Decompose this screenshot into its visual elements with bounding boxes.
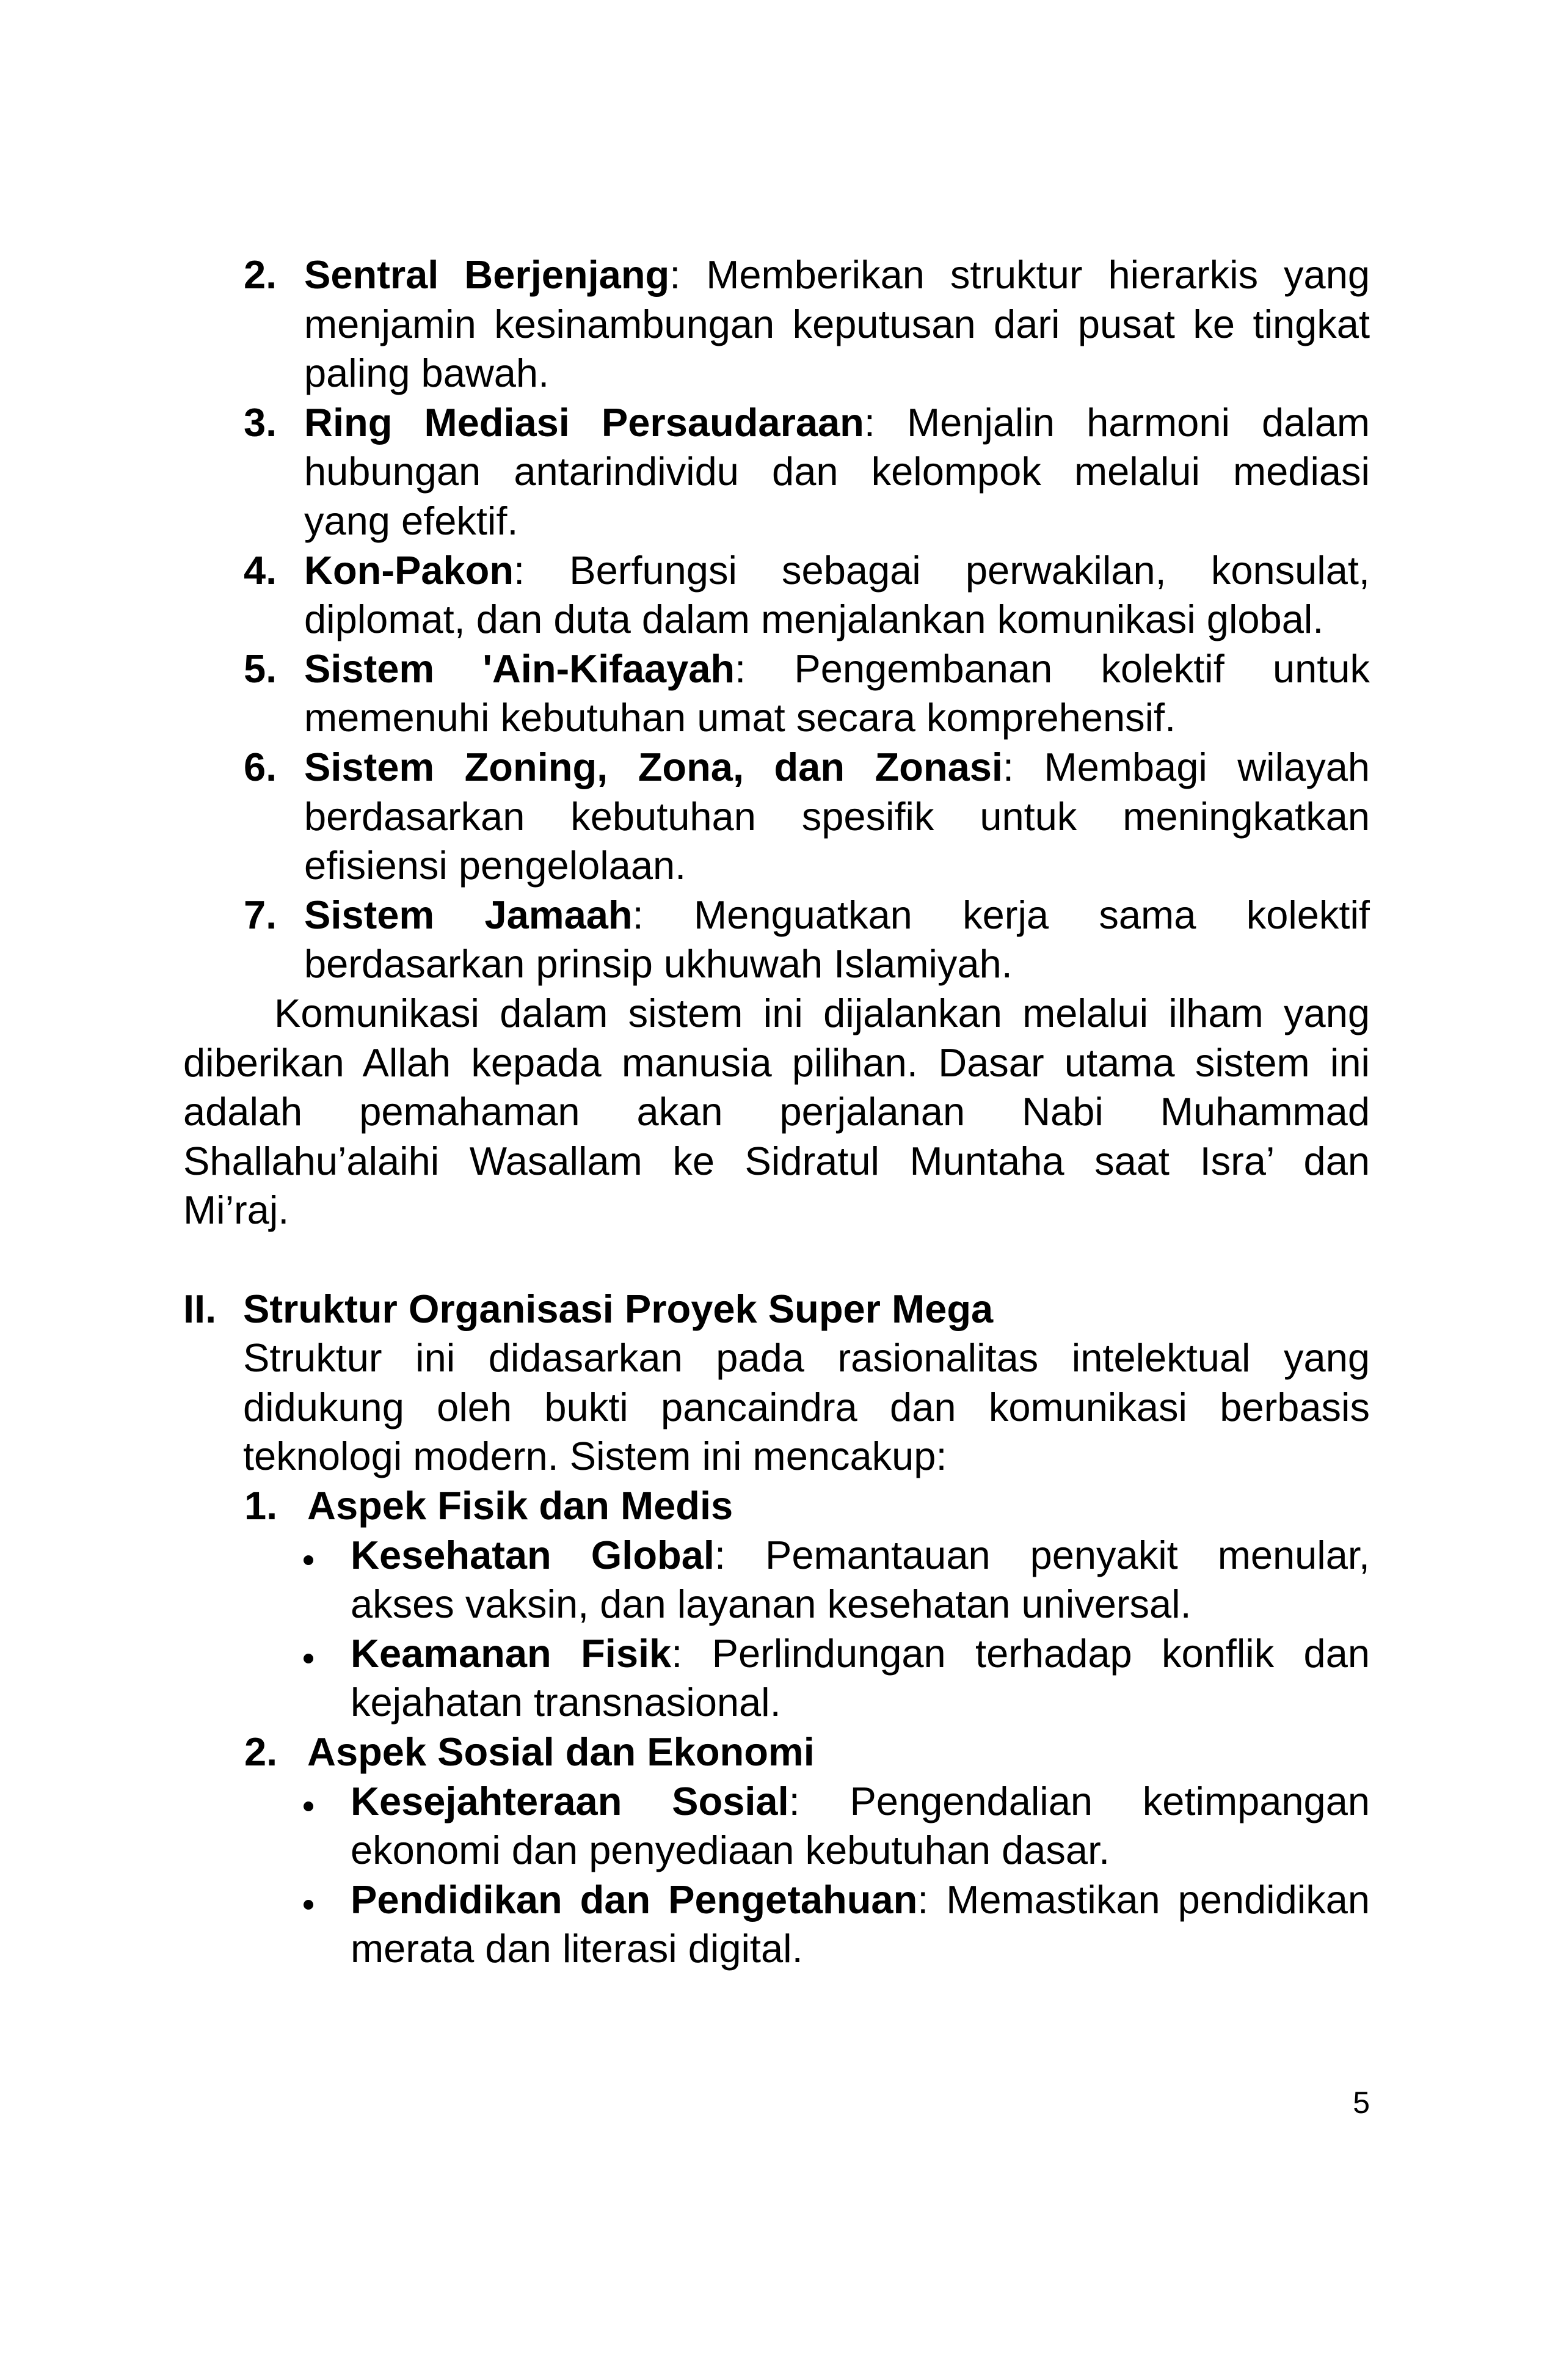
list-item-line: hubungan antarindividu dan kelompok melalui mediasi [304, 449, 1370, 494]
intro-line: teknologi modern. Sistem ini mencakup: [243, 1434, 947, 1479]
list-item-first-line [304, 743, 1370, 792]
list-item-description: : Memberikan struktur hierarkis yang [669, 252, 1370, 297]
list-item-first-line [304, 891, 1370, 940]
bullet-term: Pendidikan dan Pengetahuan [351, 1877, 918, 1922]
aspect-title: Aspek Fisik dan Medis [307, 1483, 733, 1528]
list-item-line: berdasarkan kebutuhan spesifik untuk meningkatkan [304, 794, 1370, 839]
list-item-description: : Menguatkan kerja sama kolektif [632, 892, 1370, 937]
bullet-icon [304, 1801, 313, 1811]
bullet-first-line [351, 1777, 1370, 1827]
list-item-term: Ring Mediasi Persaudaraan [304, 400, 864, 445]
bullet-term: Kesehatan Global [351, 1532, 715, 1577]
bullet-description: : Memastikan pendidikan [917, 1877, 1370, 1922]
list-item-description: : Pengembanan kolektif untuk [735, 646, 1370, 691]
list-number: 5. [244, 646, 277, 691]
list-number: 7. [244, 892, 277, 937]
bullet-line: kejahatan transnasional. [351, 1680, 781, 1725]
intro-line: Struktur ini didasarkan pada rasionalitas intelektual yang [243, 1335, 1370, 1381]
list-item-line: berdasarkan prinsip ukhuwah Islamiyah. [304, 941, 1013, 987]
list-item-first-line [304, 398, 1370, 448]
aspect-number: 1. [244, 1483, 278, 1528]
paragraph-line: adalah pemahaman akan perjalanan Nabi Muhammad [183, 1089, 1370, 1134]
list-item-line: yang efektif. [304, 498, 518, 543]
list-item-term: Sistem Zoning, Zona, dan Zonasi [304, 745, 1003, 789]
intro-line: didukung oleh bukti pancaindra dan komunikasi berbasis [243, 1384, 1370, 1429]
list-item-line: menjamin kesinambungan keputusan dari pusat ke tingkat [304, 301, 1370, 346]
list-number: 6. [244, 745, 277, 789]
section-numeral: II. [183, 1286, 217, 1331]
bullet-description: : Pengendalian ketimpangan [788, 1778, 1370, 1823]
bullet-description: : Perlindungan terhadap konflik dan [671, 1630, 1370, 1676]
list-item-first-line [304, 644, 1370, 694]
list-item-description: : Membagi wilayah [1002, 745, 1370, 789]
list-number: 2. [244, 252, 277, 297]
list-number: 3. [244, 400, 277, 445]
paragraph-line: Komunikasi dalam sistem ini dijalankan melalui ilham yang [274, 991, 1370, 1035]
paragraph-line: diberikan Allah kepada manusia pilihan. Dasar utama sistem ini [183, 1040, 1370, 1085]
bullet-icon [304, 1900, 313, 1910]
list-item-description: : Menjalin harmoni dalam [864, 400, 1370, 445]
list-item-line: efisiensi pengelolaan. [304, 843, 686, 888]
bullet-first-line [351, 1531, 1370, 1580]
bullet-icon [304, 1555, 313, 1565]
list-item-first-line [304, 250, 1370, 300]
list-item-term: Sentral Berjenjang [304, 252, 670, 297]
bullet-first-line [351, 1629, 1370, 1679]
list-item-description: : Berfungsi sebagai perwakilan, konsulat, [514, 547, 1370, 593]
paragraph-line: Shallahu’alaihi Wasallam ke Sidratul Muntaha saat Isra’ dan [183, 1138, 1370, 1183]
bullet-first-line [351, 1875, 1370, 1925]
bullet-line: akses vaksin, dan layanan kesehatan universal. [351, 1582, 1192, 1627]
paragraph-line: Mi’raj. [183, 1188, 289, 1233]
bullet-line: ekonomi dan penyediaan kebutuhan dasar. [351, 1828, 1110, 1873]
list-item-line: paling bawah. [304, 351, 550, 396]
bullet-term: Keamanan Fisik [351, 1630, 672, 1676]
bullet-term: Kesejahteraan Sosial [351, 1778, 789, 1823]
aspect-number: 2. [244, 1729, 278, 1774]
page-number: 5 [1353, 2086, 1370, 2120]
section-heading: Struktur Organisasi Proyek Super Mega [243, 1286, 994, 1331]
list-number: 4. [244, 547, 277, 593]
list-item-line: memenuhi kebutuhan umat secara komprehensif. [304, 695, 1176, 740]
list-item-term: Sistem Jamaah [304, 892, 633, 937]
list-item-term: Sistem 'Ain-Kifaayah [304, 646, 735, 691]
aspect-title: Aspek Sosial dan Ekonomi [307, 1729, 815, 1774]
bullet-icon [304, 1654, 313, 1663]
bullet-description: : Pemantauan penyakit menular, [714, 1532, 1370, 1577]
list-item-first-line [304, 546, 1370, 596]
list-item-line: diplomat, dan duta dalam menjalankan komunikasi global. [304, 597, 1324, 642]
list-item-term: Kon-Pakon [304, 547, 514, 593]
bullet-line: merata dan literasi digital. [351, 1926, 803, 1971]
